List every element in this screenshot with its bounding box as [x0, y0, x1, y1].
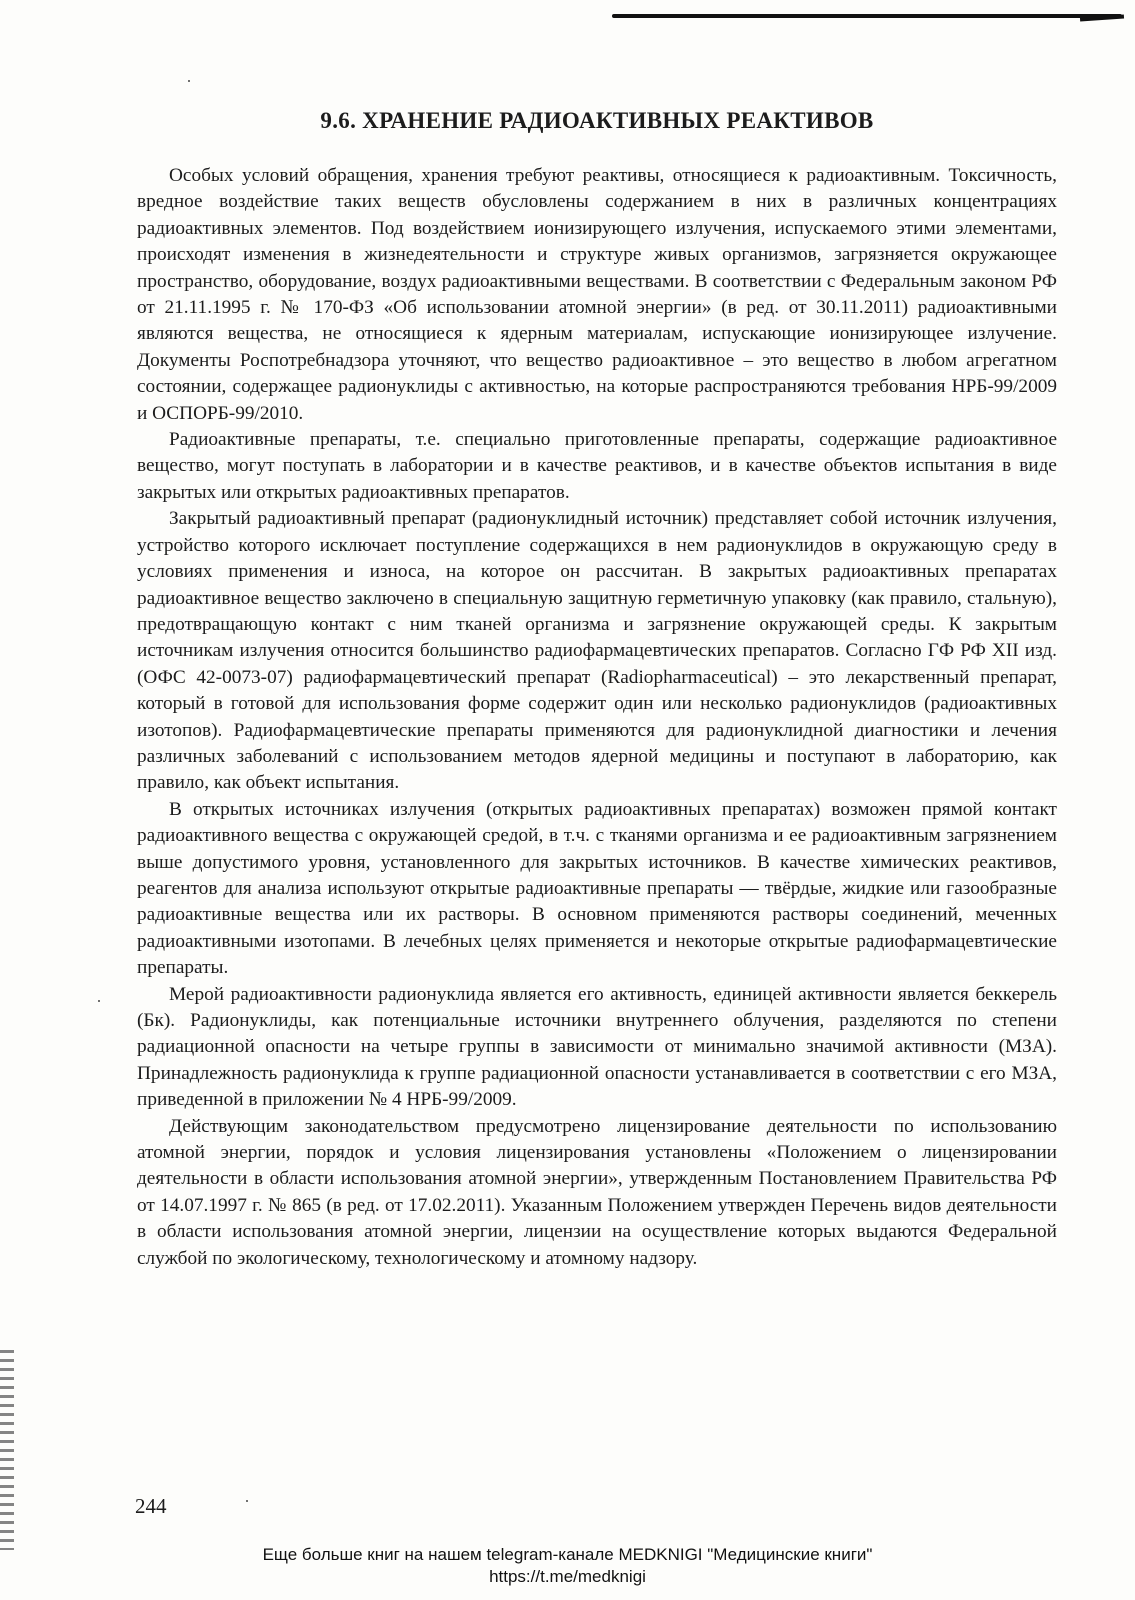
body-text: [137, 163, 1057, 1272]
scan-speck: [98, 1000, 100, 1002]
paragraph: Действующим законодательством предусмотрено лицензирование деятельности по использованию атомной энергии, порядок и условия лицензирования установлены «Положением о лицензировании деятельности в области использования атомной энергии», утвержденным Постановлением Правительства РФ от 14.07.1997 г. № 865 (в ред. от 17.02.2011). Указанным Положением утвержден Перечень видов деятельности в области использования атомной энергии, лицензии на осуществление которых выдаются Федеральной службой по экологическому, технологическому и атомному надзору.: [137, 1115, 1057, 1269]
section-heading: 9.6. ХРАНЕНИЕ РАДИОАКТИВНЫХ РЕАКТИВОВ: [320, 108, 874, 133]
page-number: 244: [135, 1494, 167, 1518]
top-rule: [612, 14, 1122, 18]
scan-speck: [188, 80, 190, 82]
paragraph: В открытых источниках излучения (открытых радиоактивных препаратах) возможен прямой контакт радиоактивного вещества с окружающей средой, в т.ч. с тканями организма и ее радиоактивным загрязнением выше допустимого уровня, установленного для закрытых источников. В качестве химических реактивов, реагентов для анализа используют открытые радиоактивные препараты — твёрдые, жидкие или газообразные радиоактивные вещества или их растворы. В основном применяются растворы соединений, меченных радиоактивными изотопами. В лечебных целях применяется и некоторые открытые радиофармацевтические препараты.: [137, 798, 1057, 979]
scan-speck: [246, 1500, 248, 1502]
paragraph: Особых условий обращения, хранения требуют реактивы, относящиеся к радиоактивным. Токсичность, вредное воздействие таких веществ обусловлены содержанием в них в различных концентрациях радиоактивных элементов. Под воздействием ионизирующего излучения, испускаемого этими элементами, происходят изменения в жизнедеятельности и структуре живых организмов, загрязняется окружающее пространство, оборудование, воздух радиоактивными веществами. В соответствии с Федеральным законом РФ от 21.11.1995 г. № 170-ФЗ «Об использовании атомной энергии» (в ред. от 30.11.2011) радиоактивными являются вещества, не относящиеся к ядерным материалам, испускающие ионизирующее излучение. Документы Роспотребнадзора уточняют, что вещество радиоактивное – это вещество в любом агрегатном состоянии, содержащее радионуклиды с активностью, на которые распространяются требования НРБ-99/2009 и ОСПОРБ-99/2010.: [137, 165, 1057, 424]
footer-ad-link[interactable]: https://t.me/medknigi: [489, 1567, 646, 1586]
paragraph: Закрытый радиоактивный препарат (радионуклидный источник) представляет собой источник излучения, устройство которого исключает поступление содержащихся в нем радионуклидов в окружающую среду в условиях применения и износа, на которое он рассчитан. В закрытых радиоактивных препаратах радиоактивное вещество заключено в специальную защитную герметичную упаковку (как правило, стальную), предотвращающую контакт с ним тканей организма и загрязнение окружающей среды. К закрытым источникам излучения относится большинство радиофармацевтических препаратов. Согласно ГФ РФ XII изд. (ОФС 42-0073-07) радиофармацевтический препарат (Radiopharmaceutical) – это лекарственный препарат, который в готовой для использования форме содержит один или несколько радионуклидов (радиоактивных изотопов). Радиофармацевтические препараты применяются для радионуклидной диагностики и лечения различных заболеваний с использованием методов ядерной медицины и поступают в лабораторию, как правило, как объект испытания.: [137, 508, 1057, 794]
paragraph: Радиоактивные препараты, т.е. специально приготовленные препараты, содержащие радиоактивное вещество, могут поступать в лаборатории и в качестве реактивов, и в качестве объектов испытания в виде закрытых или открытых радиоактивных препаратов.: [137, 429, 1057, 503]
footer-ad: [0, 1544, 1135, 1588]
scan-edge-marks: [0, 1350, 14, 1550]
paragraph: Мерой радиоактивности радионуклида является его активность, единицей активности является беккерель (Бк). Радионуклиды, как потенциальные источники внутреннего облучения, разделяются по степени радиационной опасности на четыре группы в зависимости от минимально значимой активности (МЗА). Принадлежность радионуклида к группе радиационной опасности устанавливается в соответствии с его МЗА, приведенной в приложении № 4 НРБ-99/2009.: [137, 983, 1057, 1111]
footer-ad-text: Еще больше книг на нашем telegram-канале MEDKNIGI "Медицинские книги": [262, 1545, 873, 1564]
